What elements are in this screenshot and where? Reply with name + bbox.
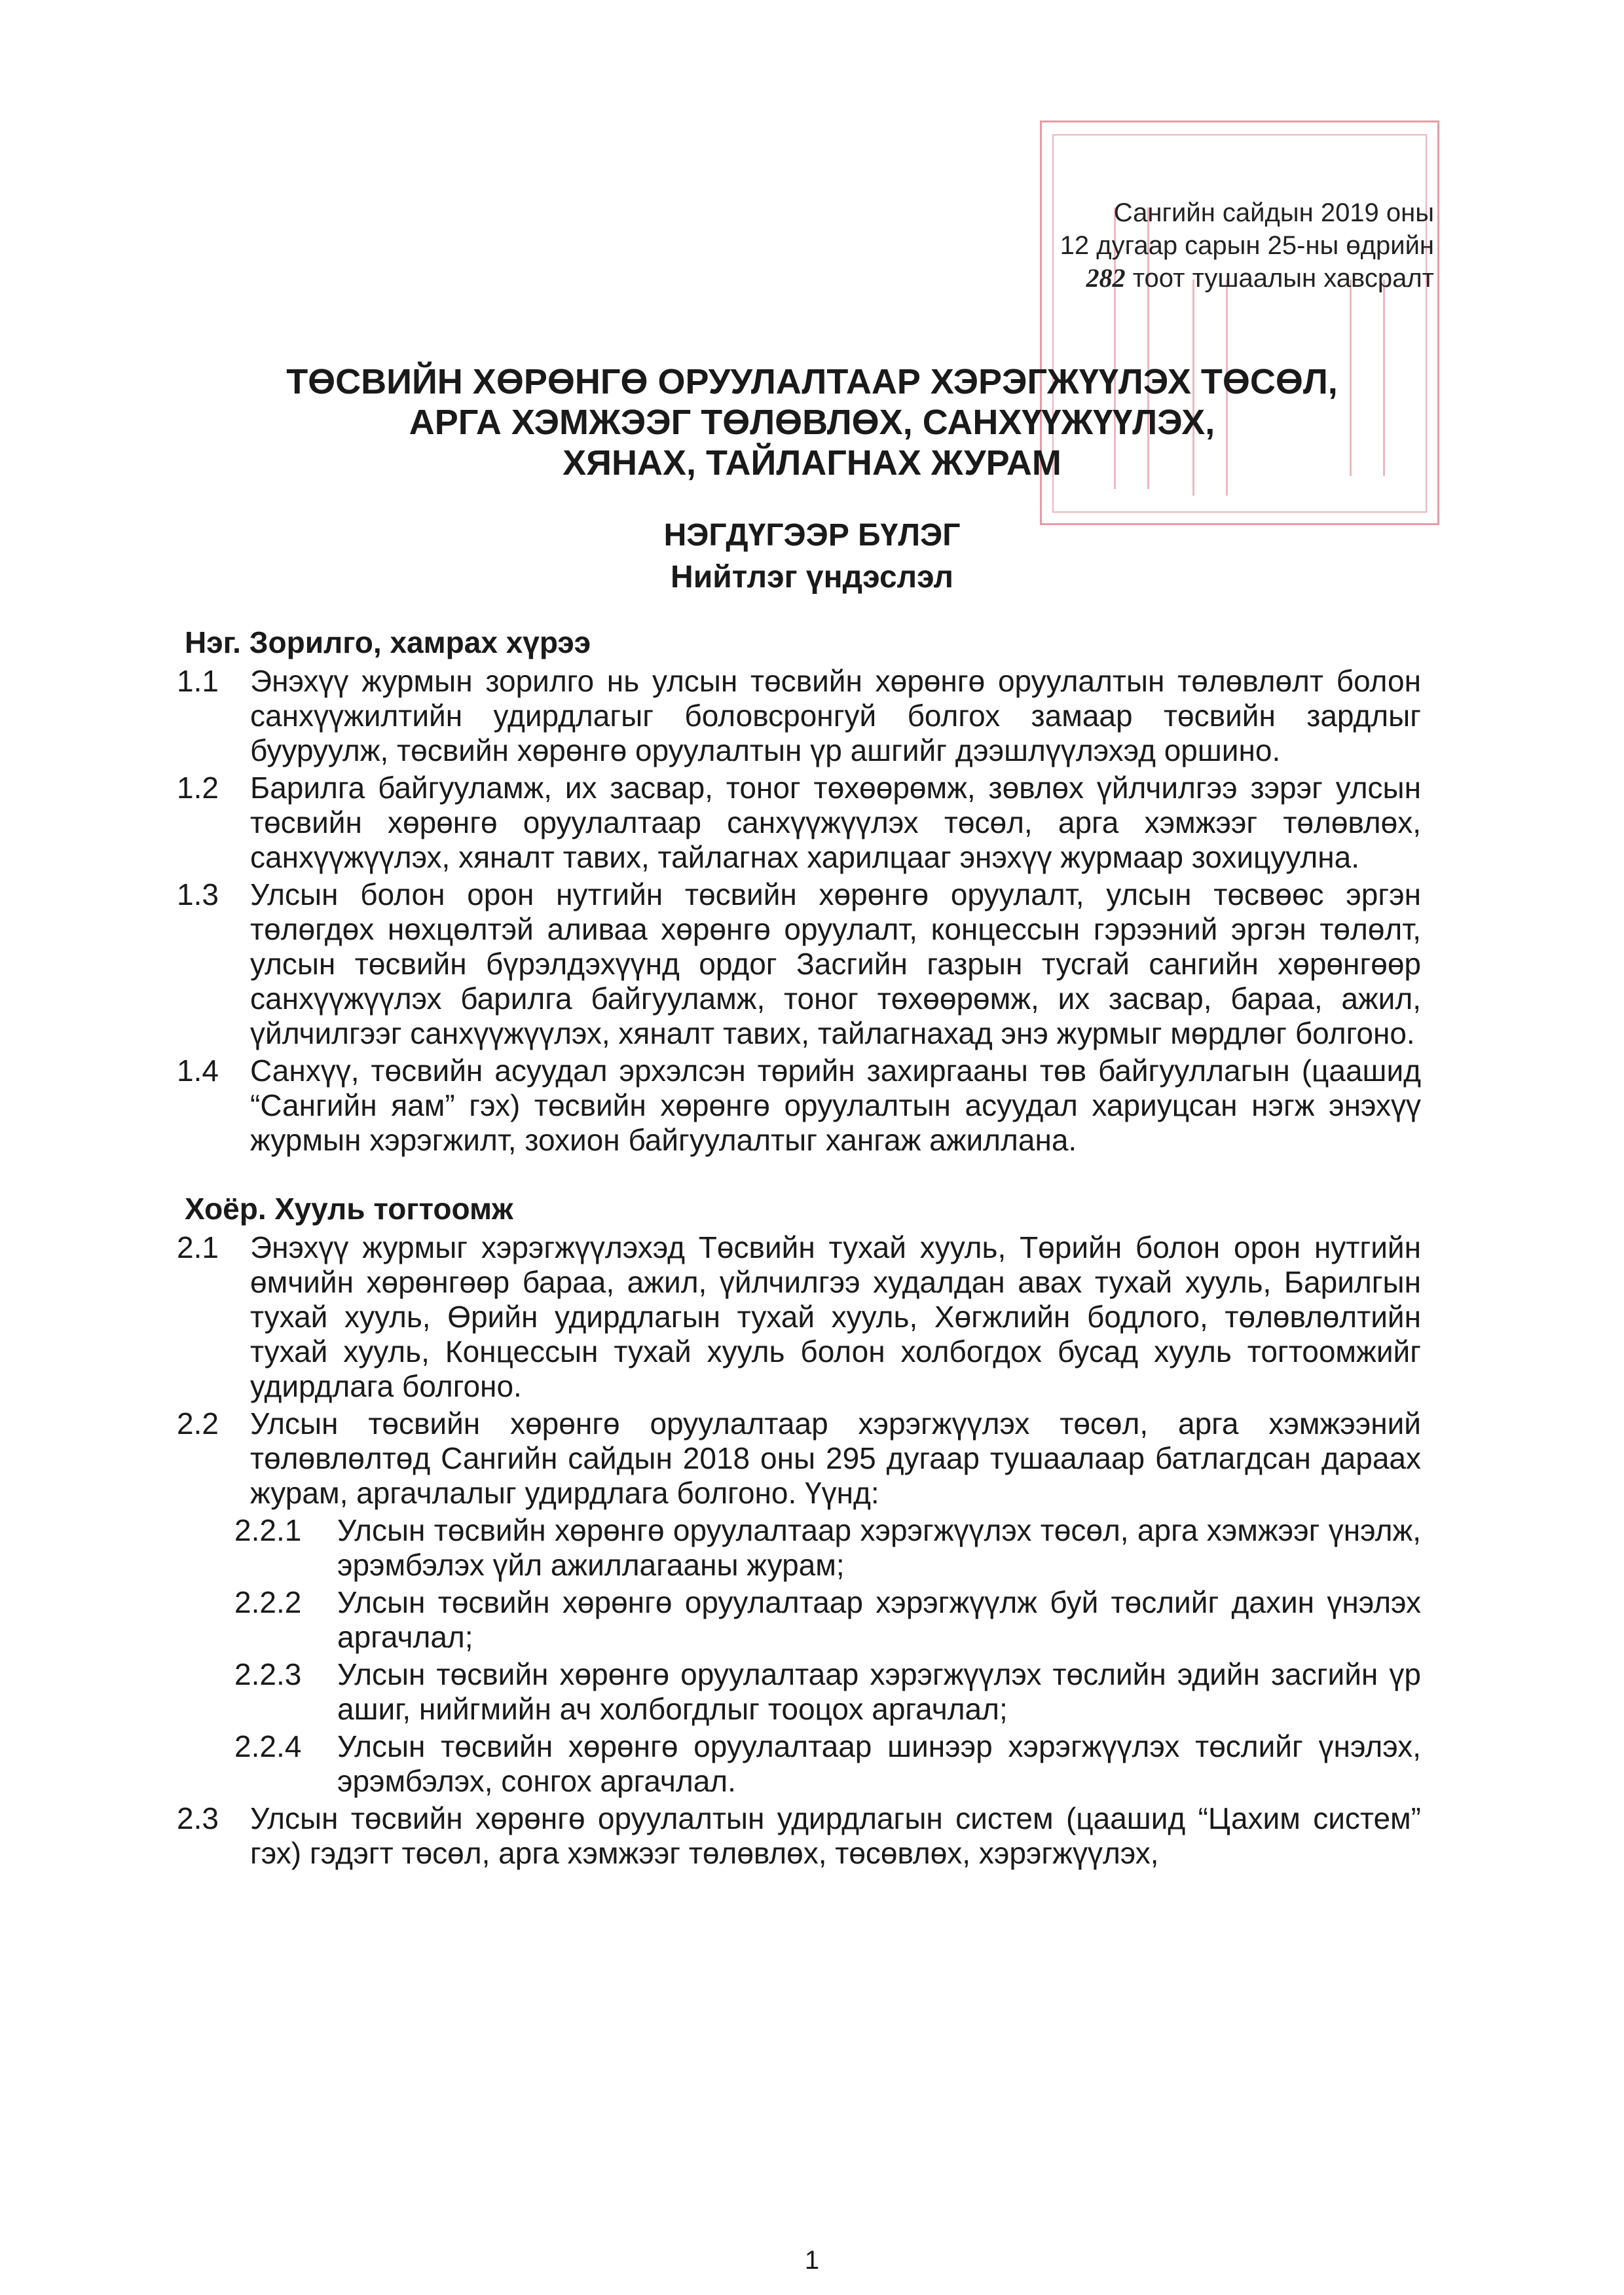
clause: [177, 1054, 1421, 1158]
clause-number: 1.4: [177, 1054, 219, 1088]
section-heading: Хоёр. Хууль тогтоомж: [185, 1192, 513, 1226]
section-spacer: [177, 1160, 1421, 1192]
attachment-line-1: Сангийн сайдын 2019 оны: [1113, 198, 1434, 227]
clause-text: Улсын төсвийн хөрөнгө оруулалтаар хэрэгжүүлэх төсөл, арга хэмжээний төлөвлөлтөд Сангийн сайдын 2018 оны 295 дугаар тушаалаар батлагдсан дараах журам, аргачлалыг удирдлага болгоно. Үүнд:: [250, 1406, 1421, 1510]
attachment-line-3-text: тоот тушаалын хавсралт: [1132, 264, 1434, 293]
sub-clause-text: Улсын төсвийн хөрөнгө оруулалтаар хэрэгжүүлэх төсөл, арга хэмжээг үнэлж, эрэмбэлэх үйл ажиллагааны журам;: [337, 1513, 1421, 1582]
clause: [177, 1230, 1421, 1404]
chapter-label: НЭГДҮГЭЭР БҮЛЭГ: [663, 518, 961, 553]
clause: [177, 771, 1421, 875]
clause-text: Энэхүү журмын зорилго нь улсын төсвийн хөрөнгө оруулалтын төлөвлөлт болон санхүүжилтийн удирдлагыг боловсронгуй болгох замаар төсвийн зардлыг бууруулж, төсвийн хөрөнгө оруулалтын үр ашгийг дээшлүүлэхэд оршино.: [250, 664, 1421, 767]
clause-text: Улсын төсвийн хөрөнгө оруулалтын удирдлагын систем (цаашид “Цахим систем” гэх) гэдэгт төсөл, арга хэмжээг төлөвлөх, төсөвлөх, хэрэгжүүлэх,: [250, 1801, 1421, 1870]
document-title: [0, 361, 1624, 483]
attachment-note: [1060, 196, 1434, 295]
title-line-1: ТӨСВИЙН ХӨРӨНГӨ ОРУУЛАЛТААР ХЭРЭГЖҮҮЛЭХ ТӨСӨЛ,: [286, 362, 1338, 401]
clause: [177, 877, 1421, 1051]
sub-clause-text: Улсын төсвийн хөрөнгө оруулалтаар хэрэгжүүлж буй төслийг дахин үнэлэх аргачлал;: [337, 1585, 1421, 1654]
clause-number: 1.2: [177, 771, 219, 805]
clause-number: 1.1: [177, 664, 219, 698]
clause-text: Барилга байгууламж, их засвар, тоног төхөөрөмж, зөвлөх үйлчилгээ зэрэг улсын төсвийн хөрөнгө оруулалтаар санхүүжүүлэх төсөл, арга хэмжээг төлөвлөх, санхүүжүүлэх, хяналт тавих, тайлагнах харилцааг энэхүү журмаар зохицуулна.: [250, 771, 1421, 874]
section-heading: Нэг. Зорилго, хамрах хүрээ: [185, 625, 591, 659]
sub-clause-number: 2.2.2: [234, 1585, 302, 1619]
chapter-name: Нийтлэг үндэслэл: [671, 560, 953, 595]
sub-clause: [177, 1657, 1421, 1727]
sub-clause: [177, 1513, 1421, 1583]
title-line-2: АРГА ХЭМЖЭЭГ ТӨЛӨВЛӨХ, САНХҮҮЖҮҮЛЭХ,: [409, 403, 1215, 442]
clause-text: Санхүү, төсвийн асуудал эрхэлсэн төрийн захиргааны төв байгууллагын (цаашид “Сангийн яам” гэх) төсвийн хөрөнгө оруулалтын асуудал хариуцсан нэгж энэхүү журмын хэрэгжилт, зохион байгуулалтыг хангаж ажиллана.: [250, 1054, 1421, 1157]
attachment-line-2: 12 дугаар сарын 25-ны өдрийн: [1060, 231, 1434, 260]
clause-number: 1.3: [177, 877, 219, 911]
clause-number: 2.1: [177, 1230, 219, 1264]
sub-clause-text: Улсын төсвийн хөрөнгө оруулалтаар шинээр хэрэгжүүлэх төслийг үнэлэх, эрэмбэлэх, сонгох аргачлал.: [337, 1729, 1421, 1798]
sub-clause-text: Улсын төсвийн хөрөнгө оруулалтаар хэрэгжүүлэх төслийн эдийн засгийн үр ашиг, нийгмийн ач холбогдлыг тооцох аргачлал;: [337, 1657, 1421, 1726]
attachment-line-3: [1060, 262, 1434, 295]
clause-text: Улсын болон орон нутгийн төсвийн хөрөнгө оруулалт, улсын төсвөөс эргэн төлөгдөх нөхцөлтэй аливаа хөрөнгө оруулалт, концессын гэрээний эргэн төлөлт, улсын төсвийн бүрэлдэхүүнд ордог Засгийн газрын тусгай сангийн хөрөнгөөр санхүүжүүлэх барилга байгууламж, тоног төхөөрөмж, их засвар, бараа, ажил, үйлчилгээг санхүүжүүлэх, хяналт тавих, тайлагнахад энэ журмыг мөрдлөг болгоно.: [250, 877, 1421, 1050]
clause: [177, 1406, 1421, 1511]
clause-number: 2.3: [177, 1801, 219, 1835]
sub-clause: [177, 1729, 1421, 1799]
document-body: [177, 625, 1421, 1873]
title-line-3: ХЯНАХ, ТАЙЛАГНАХ ЖУРАМ: [563, 443, 1061, 483]
page-number: 1: [804, 2246, 820, 2275]
order-number: 282: [1086, 263, 1126, 293]
clause-number: 2.2: [177, 1406, 219, 1441]
sub-clause-number: 2.2.3: [234, 1657, 302, 1691]
clause: [177, 1801, 1421, 1871]
chapter-heading: [0, 515, 1624, 598]
sub-clause: [177, 1585, 1421, 1655]
clause: [177, 664, 1421, 768]
sub-clause-number: 2.2.4: [234, 1729, 302, 1763]
sub-clause-number: 2.2.1: [234, 1513, 302, 1547]
clause-text: Энэхүү журмыг хэрэгжүүлэхэд Төсвийн тухай хууль, Төрийн болон орон нутгийн өмчийн хөрөнгөөр бараа, ажил, үйлчилгээ худалдан авах тухай хууль, Барилгын тухай хууль, Өрийн удирдлагын тухай хууль, Хөгжлийн бодлого, төлөвлөлтийн тухай хууль, Концессын тухай хууль болон холбогдох бусад хууль тогтоомжийг удирдлага болгоно.: [250, 1230, 1421, 1403]
